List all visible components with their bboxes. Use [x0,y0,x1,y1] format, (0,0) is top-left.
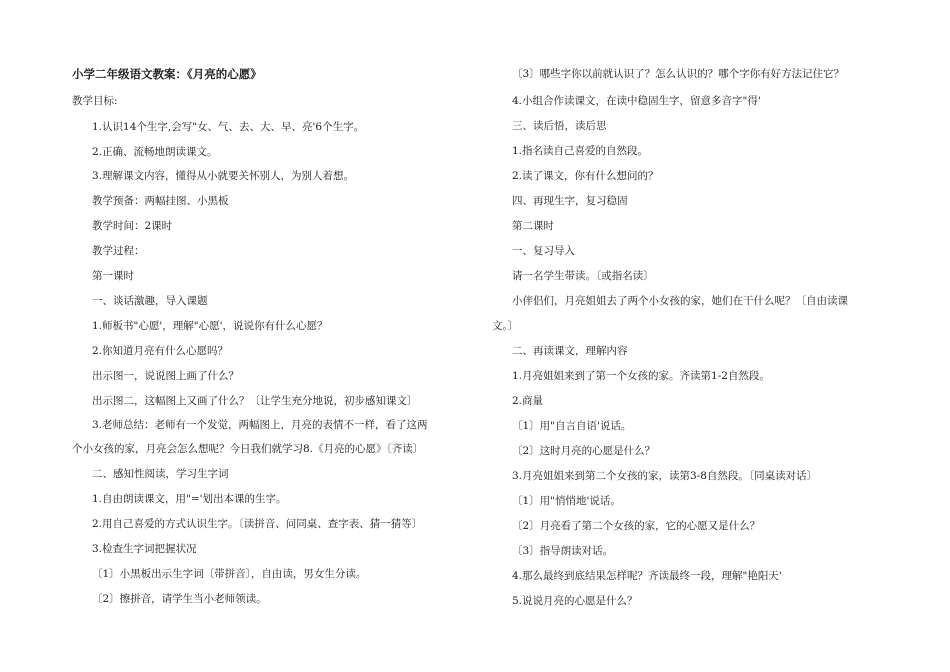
section-heading: 教学目标: [72,95,118,107]
section-heading: 三、读后悟，读后思 [512,120,607,132]
text-line: 教学预备：两幅挂图、小黑板 [92,195,229,207]
text-line: 出示图一，说说图上画了什么？ [92,370,239,382]
text-line: 4.小组合作读课文，在读中稳固生字，留意多音字"得' [512,95,761,107]
text-line: 2.用自己喜爱的方式认识生字。〔读拼音、问同桌、查字表、猜一猜等〕 [92,518,423,530]
text-line: 教学过程： [92,245,145,257]
text-line: 1.认识14个生字,会写"女、气、去、大、早、亮'6个生字。 [92,121,365,133]
section-heading: 第一课时 [92,270,134,282]
lesson-title: 小学二年级语文教案：《月亮的心愿》 [72,67,262,81]
text-line: 〔1〕小黑板出示生字词〔带拼音〕，自由读，男女生分读。 [92,568,367,580]
text-line: 1.自由朗读课文，用"='划出本课的生字。 [92,493,287,505]
text-line: 出示图二，这幅图上又画了什么？〔让学生充分地说，初步感知课文〕 [92,395,418,407]
text-line: 3.理解课文内容，懂得从小就要关怀别人，为别人着想。 [92,170,355,182]
section-heading: 第二课时 [512,220,554,232]
text-line: 教学时间：2课时 [92,220,173,232]
text-line: 1.月亮姐姐来到了第一个女孩的家。齐读第1-2自然段。 [512,370,770,382]
text-line: 个小女孩的家，月亮会怎么想呢？今日我们就学习8.《月亮的心愿》〔齐读〕 [72,443,424,455]
text-line: 请一名学生带读。〔或指名读〕 [512,270,654,282]
text-line: 3.月亮姐姐来到第二个女孩的家，读第3-8自然段。〔同桌读对话〕 [512,470,818,482]
text-line: 3.老师总结：老师有一个发觉，两幅图上，月亮的表情不一样，看了这两 [92,419,428,431]
text-line: 小伴侣们，月亮姐姐去了两个小女孩的家，她们在干什么呢？〔自由读课 [512,295,848,307]
text-line: 1.师板书"心愿'，理解"心愿'，说说你有什么心愿？ [92,320,328,332]
text-line: 2.商量 [512,395,544,407]
text-line: 3.检查生字词把握状况 [92,543,197,555]
text-line: 5.说说月亮的心愿是什么？ [512,595,638,607]
section-heading: 二、再读课文，理解内容 [512,345,628,357]
text-line: 〔3〕指导朗读对话。 [512,545,614,557]
section-heading: 一、复习导入 [512,245,575,257]
text-line: 2.你知道月亮有什么心愿吗？ [92,345,229,357]
text-line: 〔2〕这时月亮的心愿是什么？ [512,445,656,457]
section-heading: 二、感知性阅读，学习生字词 [92,468,229,480]
text-line: 〔1〕用"自言自语'说话。 [512,420,632,432]
section-heading: 四、再现生字，复习稳固 [512,195,628,207]
text-line: 1.指名读自己喜爱的自然段。 [512,145,649,157]
text-line: 2.读了课文，你有什么想问的？ [512,170,659,182]
text-line: 〔1〕用"悄悄地'说话。 [512,495,621,507]
text-line: 〔2〕月亮看了第二个女孩的家，它的心愿又是什么？ [512,520,761,532]
text-line: 4.那么最终到底结果怎样呢？齐读最终一段，理解"艳阳天' [512,570,782,582]
section-heading: 一、谈话激趣，导入课题 [92,295,208,307]
text-line: 〔3〕哪些字你以前就认识了？怎么认识的？哪个字你有好方法记住它？ [512,68,845,80]
text-line: 〔2〕擦拼音，请学生当小老师领读。 [92,593,267,605]
text-line: 2.正确、流畅地朗读课文。 [92,146,218,158]
text-line: 文。〕 [492,320,519,332]
